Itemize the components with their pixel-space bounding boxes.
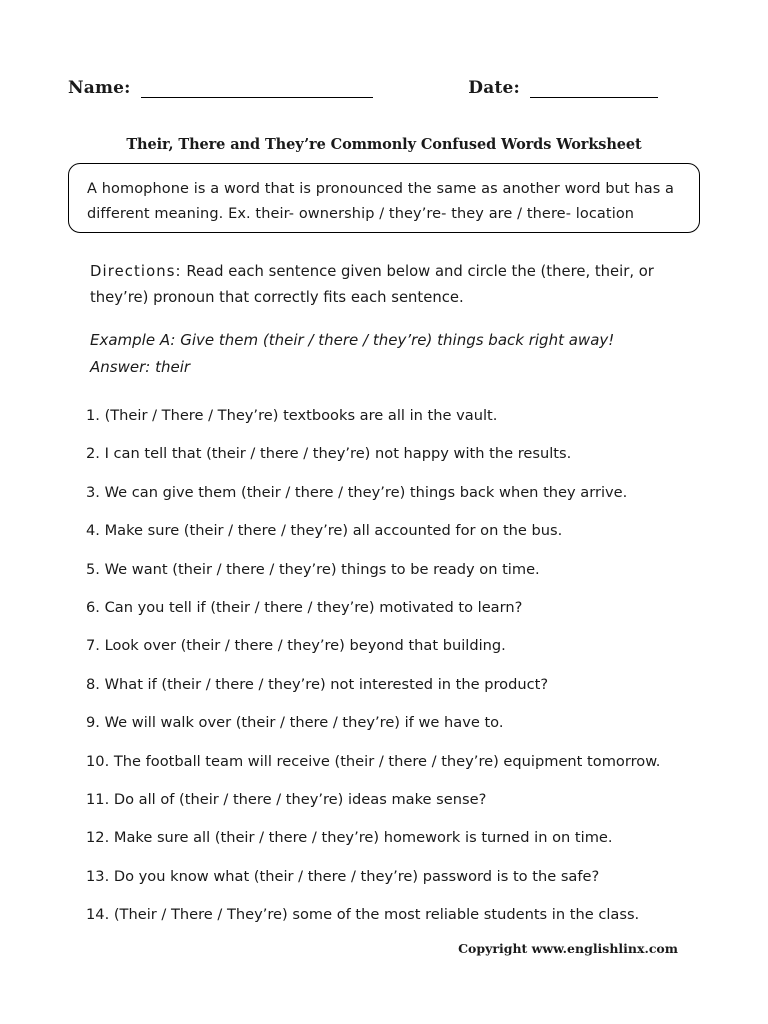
list-item [86, 743, 700, 781]
question-text: Do you know what (their / there / they’re) password is to the safe? [109, 867, 600, 885]
question-text: The football team will receive (their / there / they’re) equipment tomorrow. [109, 752, 661, 770]
name-field-group [68, 78, 373, 98]
name-input-line[interactable] [141, 83, 373, 98]
example-answer [90, 354, 700, 381]
question-text: Make sure (their / there / they’re) all accounted for on the bus. [99, 522, 563, 540]
list-item [86, 397, 700, 435]
directions-label: Directions: [90, 263, 182, 280]
question-number: 14. [86, 906, 110, 924]
date-field-group [468, 78, 658, 98]
question-text: Can you tell if (their / there / they’re) motivated to learn? [99, 599, 523, 617]
question-text: (Their / There / They’re) textbooks are all in the vault. [99, 407, 498, 424]
page-title: Their, There and They’re Commonly Confused Words Worksheet [126, 136, 642, 153]
question-number: 2. [86, 445, 100, 463]
date-label: Date: [468, 78, 520, 98]
list-item [86, 896, 700, 934]
example-text: Give them (their / there / they’re) things back right away! [175, 331, 615, 349]
question-text: (Their / There / They’re) some of the most reliable students in the class. [109, 906, 640, 924]
list-item [86, 858, 700, 896]
directions-text: Read each sentence given below and circle the (there, their, or they’re) pronoun that correctly fits each sentence. [90, 263, 654, 306]
example-block [68, 327, 700, 381]
answer-text: their [150, 358, 191, 376]
list-item [86, 781, 700, 819]
date-input-line[interactable] [530, 83, 658, 98]
example-label: Example A: [90, 331, 176, 349]
question-number: 5. [86, 560, 100, 578]
question-number: 1. [86, 407, 100, 424]
list-item [86, 666, 700, 704]
copyright-notice: Copyright www.englishlinx.com [458, 941, 678, 956]
header-row [68, 0, 700, 98]
question-number: 9. [86, 714, 100, 732]
question-number: 4. [86, 522, 100, 540]
question-number: 13. [86, 867, 110, 885]
question-number: 10. [86, 752, 110, 770]
question-number: 6. [86, 599, 100, 617]
question-text: Make sure all (their / there / they’re) homework is turned in on time. [109, 829, 613, 847]
question-number: 7. [86, 637, 100, 655]
list-item [86, 627, 700, 665]
list-item [86, 704, 700, 742]
question-number: 3. [86, 483, 100, 501]
list-item [86, 512, 700, 550]
list-item [86, 435, 700, 473]
list-item [86, 551, 700, 589]
name-label: Name: [68, 78, 131, 98]
directions-block [68, 259, 700, 311]
question-text: We can give them (their / there / they’re) things back when they arrive. [99, 483, 628, 501]
question-text: We will walk over (their / there / they’re) if we have to. [99, 714, 504, 732]
question-text: We want (their / there / they’re) things to be ready on time. [99, 560, 540, 578]
answer-label: Answer: [90, 358, 151, 376]
list-item [86, 474, 700, 512]
question-number: 8. [86, 675, 100, 693]
question-number: 11. [86, 791, 110, 809]
question-text: Do all of (their / there / they’re) ideas make sense? [109, 791, 487, 809]
list-item [86, 589, 700, 627]
question-text: What if (their / there / they’re) not interested in the product? [99, 675, 549, 693]
question-list [68, 397, 700, 935]
definition-box [68, 163, 700, 233]
question-text: Look over (their / there / they’re) beyond that building. [99, 637, 506, 655]
question-number: 12. [86, 829, 110, 847]
list-item [86, 819, 700, 857]
question-text: I can tell that (their / there / they’re) not happy with the results. [99, 445, 572, 463]
definition-text: A homophone is a word that is pronounced the same as another word but has a different meaning. Ex. their- ownership / they’re- they are / there- location [87, 181, 675, 222]
example-prompt [90, 327, 700, 354]
